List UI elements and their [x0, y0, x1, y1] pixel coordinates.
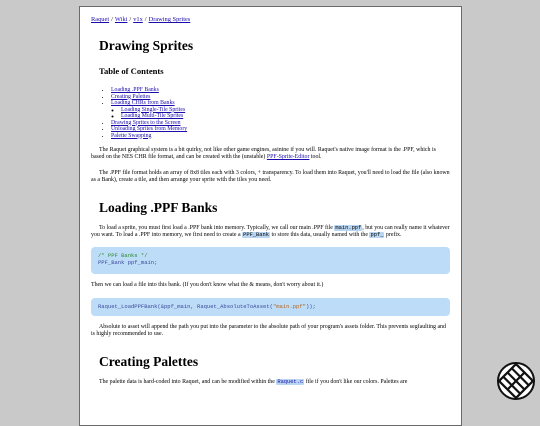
page-title: Drawing Sprites: [99, 38, 194, 53]
toc-item: [111, 133, 450, 140]
breadcrumb-separator: /: [144, 16, 147, 23]
breadcrumb-separator: /: [111, 16, 113, 23]
toc-link-loading-chrs[interactable]: Loading CHRs from Banks: [111, 100, 175, 106]
toc-heading: Table of Contents: [99, 66, 164, 76]
code-block-load-ppf-bank: [91, 298, 450, 316]
wiki-page: [79, 6, 462, 426]
inline-code-ppf-prefix: ppf_: [370, 232, 384, 239]
code-comment: /* PPF Banks */: [98, 252, 148, 260]
intro-paragraph-1: [91, 147, 450, 162]
code-line: PPF_Bank ppf_main;: [98, 259, 158, 267]
inline-code-ppf-bank: PPF_Bank: [243, 232, 269, 239]
toc-link-loading-ppf[interactable]: Loading .PPF Banks: [111, 87, 159, 93]
intro-paragraph-2: The .PPF file format holds an array of 8x8 tiles each with 3 colors, + transparency. To load them into Raquet, you'll need to load the file (also known as a Bank), create a tile, and then arrange your sprite with the tiles you need.: [91, 169, 450, 184]
toc-sublist: [111, 107, 450, 120]
toc-link-multi-tile[interactable]: Loading Multi-Tile Sprites: [121, 113, 184, 119]
loading-text: , but you can really name it whatever you want. To load a .PPF into memory, we first need to create a: [91, 224, 450, 239]
section-heading-creating-palettes: Creating Palettes: [99, 353, 199, 369]
breadcrumb: [91, 15, 450, 24]
breadcrumb-link-current[interactable]: Drawing Sprites: [148, 16, 191, 23]
loading-text: To load a sprite, you must first load a .PPF bank into memory. Typically, we call our main .PPF file: [99, 224, 333, 231]
code-call: Raquet_LoadPPFBank(&ppf_main, Raquet_AbsoluteToAsset(: [98, 302, 273, 310]
section-heading-loading-ppf: Loading .PPF Banks: [99, 199, 218, 215]
inline-code-raquet-c[interactable]: Raquet.c: [277, 378, 304, 385]
palettes-text: file if you don't like our colors. Palettes are: [305, 378, 408, 385]
toc-link-creating-palettes[interactable]: Creating Palettes: [111, 93, 151, 100]
loading-paragraph-1: [91, 225, 450, 240]
palettes-text: The palette data is hard-coded into Raquet, and can be modified within the: [99, 378, 275, 385]
toc-link-drawing-sprites[interactable]: Drawing Sprites to the Screen: [111, 119, 181, 126]
loading-text: prefix.: [385, 232, 402, 239]
loading-paragraph-3: Absolute to asset will append the path you put into the parameter to the absolute path of your program's assets folder. This prevents segfaulting and is highly recommended to use.: [91, 323, 446, 338]
toc-item: [111, 100, 450, 120]
inline-code-main-ppf: main.ppf: [335, 224, 362, 231]
loading-paragraph-2: Then we can load a file into this bank. (If you don't know what the & means, don't worry about it.): [91, 282, 324, 289]
intro-text: The Raquet graphical system is a bit quirky, not like other game engines, asinine if you will. Raquet's native image format is the .PPF, which is based on the NES CHR file format, and can be created with the (unstable): [91, 147, 436, 161]
code-block-ppf-bank-declaration: [91, 247, 450, 274]
ppf-sprite-editor-link[interactable]: PPF-Sprite-Editor: [266, 154, 310, 161]
code-string: "main.ppf": [272, 302, 306, 310]
intro-text-end: tool.: [310, 154, 322, 161]
breadcrumb-separator: /: [129, 16, 132, 23]
loading-text: to store this data, usually named with the: [271, 232, 368, 239]
code-call-end: ));: [305, 302, 316, 310]
breadcrumb-link-wiki[interactable]: Wiki: [114, 16, 128, 23]
palettes-paragraph-1: [91, 379, 450, 386]
table-of-contents: [91, 87, 450, 139]
toc-link-palette-swapping[interactable]: Palette Swapping: [111, 132, 152, 139]
toc-link-unloading-sprites[interactable]: Unloading Sprites from Memory: [111, 126, 188, 132]
toc-link-single-tile[interactable]: Loading Single-Tile Sprites: [121, 106, 186, 113]
breadcrumb-link-raquet[interactable]: Raquet: [91, 16, 110, 23]
raquet-logo-icon: [496, 361, 536, 401]
breadcrumb-link-version[interactable]: v1x: [133, 16, 143, 23]
